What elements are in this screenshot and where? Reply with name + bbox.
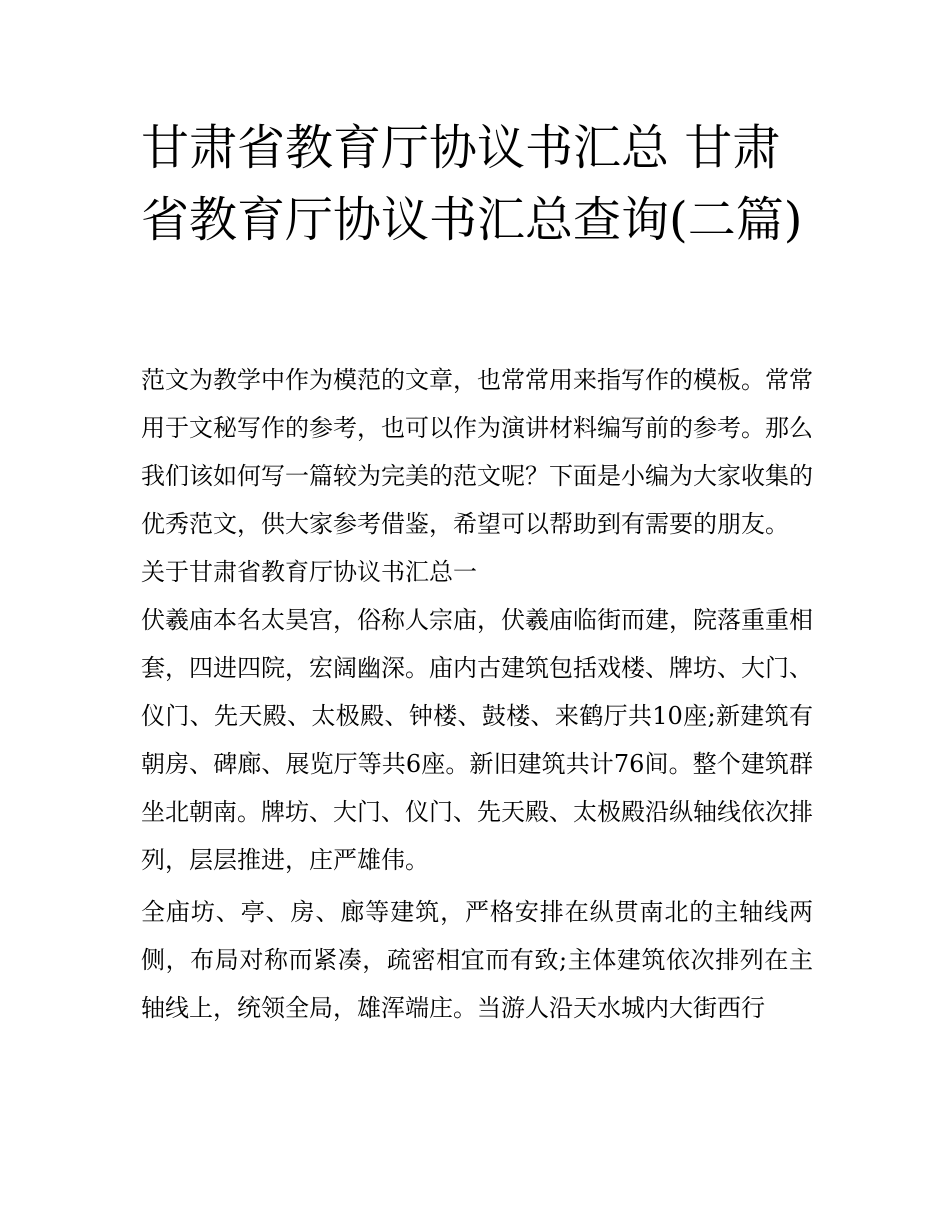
body-paragraph: 伏羲庙本名太昊宫，俗称人宗庙，伏羲庙临街而建，院落重重相套，四进四院，宏阔幽深。庙内古建筑包括戏楼、牌坊、大门、仪门、先天殿、太极殿、钟楼、鼓楼、来鹤厅共10座;新建筑有朝房、碑廊、展览厅等共6座。新旧建筑共计76间。整个建筑群坐北朝南。牌坊、大门、仪门、先天殿、太极殿沿纵轴线依次排列，层层推进，庄严雄伟。	[141, 606, 813, 874]
document-body	[141, 356, 813, 1032]
body-paragraph: 全庙坊、亭、房、廊等建筑，严格安排在纵贯南北的主轴线两侧，布局对称而紧凑，疏密相宜而有致;主体建筑依次排列在主轴线上，统领全局，雄浑端庄。当游人沿天水城内大街西行	[141, 898, 813, 1022]
section-heading: 关于甘肃省教育厅协议书汇总一	[141, 558, 477, 586]
intro-paragraph: 范文为教学中作为模范的文章，也常常用来指写作的模板。常常用于文秘写作的参考，也可以作为演讲材料编写前的参考。那么我们该如何写一篇较为完美的范文呢？下面是小编为大家收集的优秀范文，供大家参考借鉴，希望可以帮助到有需要的朋友。	[141, 366, 813, 538]
document-title: 甘肃省教育厅协议书汇总 甘肃省教育厅协议书汇总查询(二篇)	[141, 120, 803, 248]
